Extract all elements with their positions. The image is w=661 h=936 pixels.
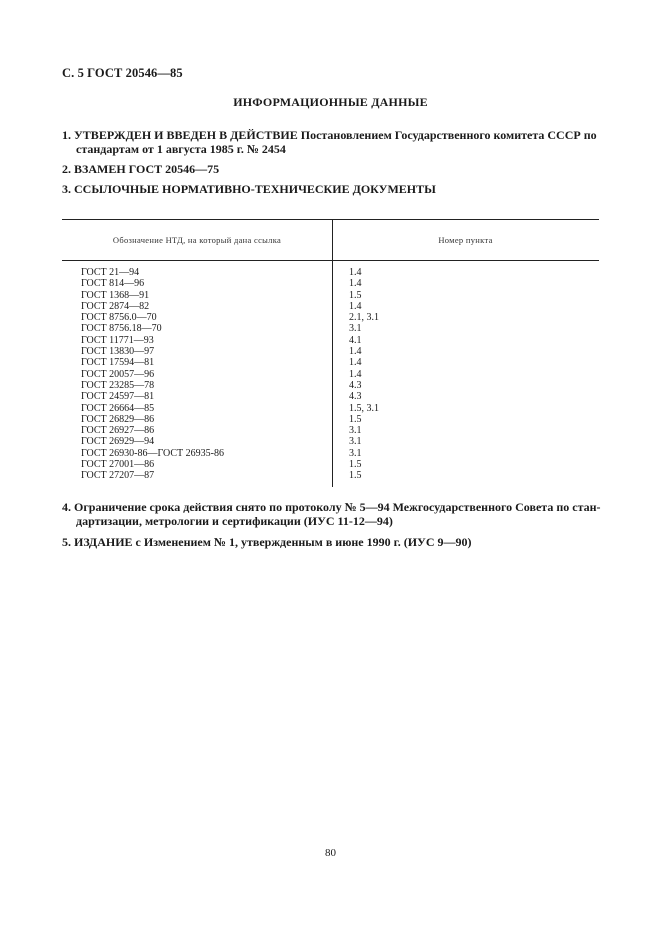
table-row xyxy=(62,369,599,380)
info-item-5-line1: 5. ИЗДАНИЕ с Изменением № 1, утвержденным в июне 1990 г. (ИУС 9—90) xyxy=(62,535,472,549)
info-item-2-line1: 2. ВЗАМЕН ГОСТ 20546—75 xyxy=(62,162,220,176)
info-item-4-line1: 4. Ограничение срока действия снято по протоколу № 5—94 Межгосударственного Совета по стан- xyxy=(62,500,601,514)
reference-table xyxy=(62,219,599,487)
info-item-3-line1: 3. ССЫЛОЧНЫЕ НОРМАТИВНО-ТЕХНИЧЕСКИЕ ДОКУМЕНТЫ xyxy=(62,182,436,196)
table-row xyxy=(62,459,599,470)
table-row xyxy=(62,391,599,402)
table-cell-document: ГОСТ 23285—78 xyxy=(81,379,155,391)
table-row xyxy=(62,335,599,346)
table-row xyxy=(62,290,599,301)
table-cell-clause: 3.1 xyxy=(349,436,362,448)
table-cell-clause: 1.5 xyxy=(349,289,362,301)
table-cell-clause: 1.4 xyxy=(349,368,362,380)
table-row xyxy=(62,414,599,425)
table-cell-document: ГОСТ 814—96 xyxy=(81,278,145,290)
table-cell-document: ГОСТ 24597—81 xyxy=(81,391,155,403)
table-cell-document: ГОСТ 2874—82 xyxy=(81,300,150,312)
info-item-3 xyxy=(62,182,602,196)
table-cell-clause: 1.4 xyxy=(349,346,362,358)
table-row xyxy=(62,346,599,357)
table-cell-clause: 1.4 xyxy=(349,267,362,278)
table-cell-clause: 1.4 xyxy=(349,300,362,312)
table-row xyxy=(62,448,599,459)
table-row xyxy=(62,403,599,414)
table-row xyxy=(62,380,599,391)
table-cell-clause: 2.1, 3.1 xyxy=(349,312,379,324)
info-item-4-line2: дартизации, метрологии и сертификации (ИУС 11-12—94) xyxy=(76,514,393,528)
table-header-document: Обозначение НТД, на который дана ссылка xyxy=(112,235,282,245)
table-cell-document: ГОСТ 26930-86—ГОСТ 26935-86 xyxy=(81,447,224,459)
page-number: 80 xyxy=(325,847,336,859)
table-cell-clause: 4.3 xyxy=(349,379,362,391)
table-row xyxy=(62,357,599,368)
info-item-4 xyxy=(62,500,602,528)
table-cell-clause: 1.4 xyxy=(349,357,362,369)
section-title: ИНФОРМАЦИОННЫЕ ДАННЫЕ xyxy=(233,95,428,109)
info-item-1-line1: 1. УТВЕРЖДЕН И ВВЕДЕН В ДЕЙСТВИЕ Постановлением Государственного комитета СССР по xyxy=(62,128,597,142)
info-item-2 xyxy=(62,162,602,176)
table-row xyxy=(62,312,599,323)
table-cell-document: ГОСТ 8756.18—70 xyxy=(81,323,162,335)
table-cell-clause: 1.4 xyxy=(349,278,362,290)
table-cell-clause: 1.5 xyxy=(349,413,362,425)
info-item-1 xyxy=(62,128,602,156)
table-cell-document: ГОСТ 27207—87 xyxy=(81,470,155,482)
table-cell-clause: 1.5, 3.1 xyxy=(349,402,379,414)
table-cell-clause: 3.1 xyxy=(349,425,362,437)
table-row xyxy=(62,425,599,436)
table-row xyxy=(62,323,599,334)
table-cell-document: ГОСТ 11771—93 xyxy=(81,334,154,346)
table-row xyxy=(62,301,599,312)
table-cell-clause: 4.1 xyxy=(349,334,362,346)
table-cell-document: ГОСТ 8756.0—70 xyxy=(81,312,157,324)
table-cell-clause: 1.5 xyxy=(349,470,362,482)
table-header-rule xyxy=(62,260,599,261)
info-item-5 xyxy=(62,535,602,549)
table-header-clause: Номер пункта xyxy=(438,235,493,245)
table-top-rule xyxy=(62,219,599,220)
table-cell-clause: 3.1 xyxy=(349,447,362,459)
page-header: С. 5 ГОСТ 20546—85 xyxy=(62,66,183,80)
table-cell-document: ГОСТ 21—94 xyxy=(81,267,140,278)
table-cell-document: ГОСТ 26927—86 xyxy=(81,425,155,437)
table-body xyxy=(62,267,599,482)
table-cell-document: ГОСТ 17594—81 xyxy=(81,357,155,369)
table-cell-document: ГОСТ 27001—86 xyxy=(81,459,155,471)
table-cell-clause: 3.1 xyxy=(349,323,362,335)
table-row xyxy=(62,267,599,278)
info-item-1-line2: стандартам от 1 августа 1985 г. № 2454 xyxy=(76,142,286,156)
table-cell-document: ГОСТ 26929—94 xyxy=(81,436,155,448)
table-cell-document: ГОСТ 13830—97 xyxy=(81,346,155,358)
table-cell-document: ГОСТ 20057—96 xyxy=(81,368,155,380)
table-row xyxy=(62,470,599,481)
table-row xyxy=(62,436,599,447)
table-cell-clause: 4.3 xyxy=(349,391,362,403)
table-cell-clause: 1.5 xyxy=(349,459,362,471)
table-cell-document: ГОСТ 26829—86 xyxy=(81,413,155,425)
table-row xyxy=(62,278,599,289)
table-cell-document: ГОСТ 26664—85 xyxy=(81,402,155,414)
table-cell-document: ГОСТ 1368—91 xyxy=(81,289,150,301)
